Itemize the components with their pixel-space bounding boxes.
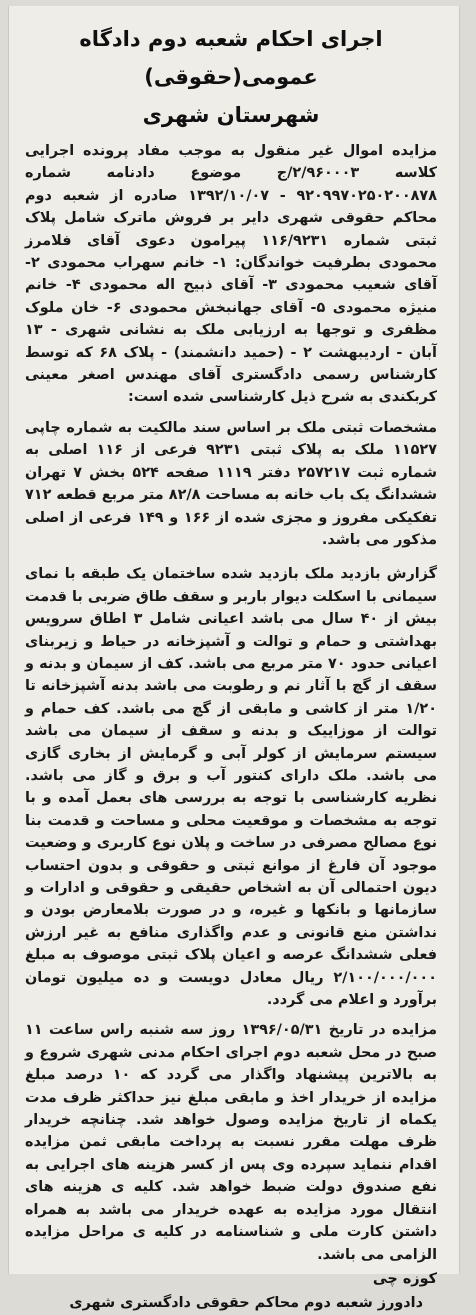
- notice-title: اجرای احکام شعبه دوم دادگاه عمومی(حقوقی): [79, 27, 383, 89]
- notice-subtitle: شهرستان شهری: [142, 103, 320, 127]
- signature-name: کوزه چی: [372, 1270, 437, 1287]
- notice-paragraph-registration: مشخصات ثبتی ملک بر اساس سند مالکیت به شماره چاپی ۱۱۵۲۷ ملک به پلاک ثبتی ۹۲۳۱ فرعی از ۱۱۶ اصلی به شماره ثبت ۲۵۷۲۱۷ دفتر ۱۱۱۹ صفحه ۵۲۴ بخش ۷ تهران ششدانگ یک باب خانه به مساحت ۸۲/۸ متر مربع قطعه ۷۱۲ تفکیکی مفروز و مجزی شده از ۱۶۶ و ۱۴۹ فرعی از اصلی مذکور می باشد.: [25, 419, 438, 548]
- notice-paragraph-inspection: گزارش بازدید ملک بازدید شده ساختمان یک طبقه با نمای سیمانی با اسکلت دیوار باربر و سقف طاق ضربی با قدمت بیش از ۴۰ سال می باشد اعیانی شامل ۳ اطاق سرویس بهداشتی و حمام و توالت و آشپزخانه در حیاط و زیربنای اعیانی حدود ۷۰ متر مربع می باشد. کف از سیمان و بدنه و سقف از گچ با آثار نم و رطوبت می باشد بدنه آشپزخانه تا ۱/۲۰ متر از کاشی و مابقی از گچ می باشد. کف حمام و توالت از موزاییک و بدنه و سقف از سیمان می باشد سیستم سرمایش از کولر آبی و گرمایش از بخاری گازی می باشد. ملک دارای کنتور آب و برق و گاز می باشد. نظریه کارشناسی با توجه به بررسی های بعمل آمده و با توجه به مشخصات و موقعیت محلی و مساحت و قدمت بنا نوع مصالح مصرفی در ساخت و پلان نوع کاربری و وضعیت موجود آن فارغ از موانع ثبتی و حقوقی و بدون احتساب دیون احتمالی آن به اشخاص حقیقی و حقوقی و ادارات و سازمانها و بانکها و غیره، و در صورت بلامعارض بودن و نداشتن منع قانونی و عدم واگذاری منافع به غیر ارزش فعلی ششدانگ عرصه و اعیان پلاک ثبتی موصوف به مبلغ ۲/۱۰۰/۰۰۰/۰۰۰ ریال معادل دویست و ده میلیون تومان برآورد و اعلام می گردد.: [25, 566, 438, 1009]
- newspaper-notice: [8, 6, 460, 1312]
- notice-paragraph-auction-terms: مزایده در تاریخ ۱۳۹۶/۰۵/۳۱ روز سه شنبه راس ساعت ۱۱ صبح در محل شعبه دوم اجرای احکام مدنی شهری شروع و به بالاترین پیشنهاد واگذار می گردد که ۱۰ درصد مبلغ مزایده از خریدار اخذ و مابقی مبلغ نیز حداکثر ظرف مدت یکماه از تاریخ مزایده وصول خواهد شد. چنانچه خریدار ظرف مهلت مقرر نسبت به پرداخت مابقی ثمن مزایده اقدام ننماید سپرده وی پس از کسر هزینه های اجرایی به نفع صندوق دولت ضبط خواهد شد. کلیه ی هزینه های انتقال مورد مزایده به عهده خریدار می باشد به همراه داشتن کارت ملی و شناسنامه در کلیه ی مراحل مزایده الزامی می باشد.: [25, 1022, 437, 1263]
- signature-office: دادورز شعبه دوم محاکم حقوقی دادگستری شهری: [69, 1295, 423, 1312]
- notice-paragraph-intro: مزایده اموال غیر منقول به موجب مفاد پرونده اجرایی کلاسه ۲/۹۶۰۰۰۳/ج موضوع دادنامه شماره ۹۲۰۹۹۷۰۲۵۰۲۰۰۸۷۸ - ۱۳۹۲/۱۰/۰۷ صادره از شعبه دوم محاکم حقوقی شهری دایر بر فروش ماترک شامل پلاک ثبتی شماره ۱۱۶/۹۲۳۱ پیرامون دعوی آقای فلامرز محمودی بطرفیت خواندگان: ۱- خانم سهراب محمودی ۲- آقای شعیب محمودی ۳- آقای ذبیح اله محمودی ۴- خانم منیژه محمودی ۵- آقای جهانبخش محمودی ۶- خان ملوک مظفری و توجها به ارزیابی ملک به نشانی شهری - ۱۳ آبان - اردیبهشت ۲ - (حمید دانشمند) - پلاک ۶۸ که توسط کارشناس رسمی دادگستری آقای مهندس اصغر معینی کربکندی به شرح ذیل کارشناسی شده است:: [25, 143, 438, 406]
